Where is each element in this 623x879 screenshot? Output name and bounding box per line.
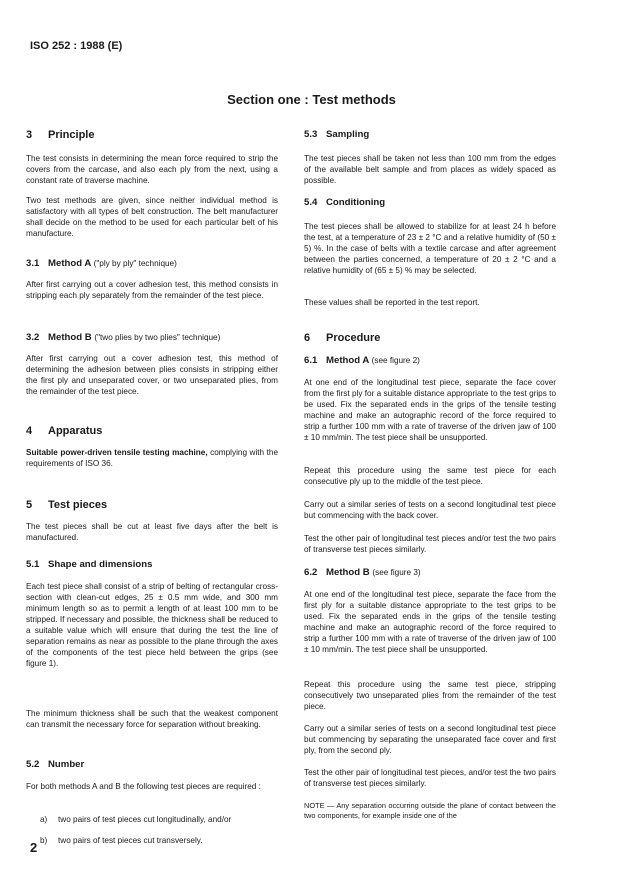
heading-6-1-method-a: 6.1 Method A (see figure 2) xyxy=(304,355,420,366)
heading-5-2-number: 5.2 Number xyxy=(26,759,85,770)
paragraph: The test pieces shall be cut at least five days after the belt is manufactured. xyxy=(26,522,278,542)
heading-6-procedure: 6 Procedure xyxy=(304,332,381,344)
paragraph: The test pieces shall be allowed to stabilize for at least 24 h before the test, at a temperature of 23 ± 2 °C and a relative humidity of (50 ± 5) %. In the case of belts with a textile carcase and after agreement between the parties concerned, a temperature of 20 ± 2 °C and a relative humidity of (65 ± 5) % may be selected. xyxy=(304,222,556,275)
paragraph: The minimum thickness shall be such that the weakest component can transmit the necessary force for separation without breaking. xyxy=(26,709,278,729)
note: NOTE — Any separation occurring outside the plane of contact between the two components, for example inside one of the xyxy=(304,801,556,820)
section-title: Section one : Test methods xyxy=(227,92,396,107)
heading-5-1-shape: 5.1 Shape and dimensions xyxy=(26,559,153,570)
list-item: a) two pairs of test pieces cut longitudinally, and/or xyxy=(40,815,232,824)
paragraph: Repeat this procedure using the same test piece, stripping consecutively two unseparated plies from the remainder of the test piece. xyxy=(304,680,556,711)
paragraph: The test pieces shall be taken not less than 100 mm from the edges of the available belt sample and from places as widely spaced as possible. xyxy=(304,154,556,185)
paragraph: Test the other pair of longitudinal test pieces, and/or test the two pairs of transverse test pieces similarly. xyxy=(304,768,556,788)
heading-4-apparatus: 4 Apparatus xyxy=(26,425,103,437)
heading-5-4-conditioning: 5.4 Conditioning xyxy=(304,197,386,208)
paragraph: Suitable power-driven tensile testing machine, complying with the requirements of ISO 36. xyxy=(26,448,278,468)
paragraph: For both methods A and B the following test pieces are required : xyxy=(26,782,261,791)
paragraph: At one end of the longitudinal test piece, separate the face cover from the first ply for a suitable distance appropriate to the test grips to be used. Fix the separated ends in the grips of the tensile testing machine and make an autographic record of the force required to strip a further 100 mm with a rate of traverse of the driven jaw of 100 ± 10 mm/min. The test piece shall be unsupported. xyxy=(304,378,556,442)
page-number: 2 xyxy=(30,840,38,855)
paragraph: These values shall be reported in the test report. xyxy=(304,298,480,307)
heading-5-test-pieces: 5 Test pieces xyxy=(26,499,108,511)
paragraph: The test consists in determining the mean force required to strip the covers from the carcase, and also each ply from the next, using a constant rate of traverse machine. xyxy=(26,154,278,185)
paragraph: Repeat this procedure using the same test piece for each consecutive ply up to the middle of the test piece. xyxy=(304,466,556,486)
paragraph: Two test methods are given, since neither individual method is satisfactory with all types of belt construction. The belt manufacturer shall decide on the method to be used for each particular belt of his manufacture. xyxy=(26,196,278,238)
heading-6-2-method-b: 6.2 Method B (see figure 3) xyxy=(304,567,421,578)
paragraph: Carry out a similar series of tests on a second longitudinal test piece but commencing by separating the unseparated face cover and first ply, from the second ply. xyxy=(304,724,556,755)
paragraph: After first carrying out a cover adhesion test, this method consists in stripping each ply separately from the remainder of the test piece. xyxy=(26,280,278,300)
paragraph: Test the other pair of longitudinal test pieces and/or test the two pairs of transverse test pieces similarly. xyxy=(304,534,556,554)
heading-3-2-method-b: 3.2 Method B ("two plies by two plies" technique) xyxy=(26,332,221,343)
heading-3-1-method-a: 3.1 Method A ("ply by ply" technique) xyxy=(26,258,177,269)
paragraph: At one end of the longitudinal test piece, separate the face from the first ply for a suitable distance appropriate to the test grips to be used. Fix the separated ends in the grips of the tensile testing machine and make an autographic record of the force required to strip a further 100 mm with a rate of traverse of the driven jaw of 100 ± 10 mm/min. The test piece shall be unsupported. xyxy=(304,590,556,654)
heading-3-principle: 3 Principle xyxy=(26,129,95,141)
paragraph: After first carrying out a cover adhesion test, this method of determining the adhesion between plies consists in stripping either the first ply and unseparated cover, or two unseparated plies, from the remainder of the test piece. xyxy=(26,354,278,396)
paragraph: Each test piece shall consist of a strip of belting of rectangular cross-section with clean-cut edges, 25 ± 0.5 mm wide, and 300 mm minimum length so as to permit a length of at least 100 mm to be stripped. If necessary and possible, the thickness shall be reduced to a suitable value which will ensure that during the test the line of separation remains as near as possible to the plane through the axes of the components of the test piece held between the grips (see figure 1). xyxy=(26,582,278,668)
paragraph: Carry out a similar series of tests on a second longitudinal test piece but commencing with the back cover. xyxy=(304,500,556,520)
heading-5-3-sampling: 5.3 Sampling xyxy=(304,129,370,140)
document-id: ISO 252 : 1988 (E) xyxy=(30,40,123,52)
list-item: b) two pairs of test pieces cut transversely. xyxy=(40,836,203,845)
